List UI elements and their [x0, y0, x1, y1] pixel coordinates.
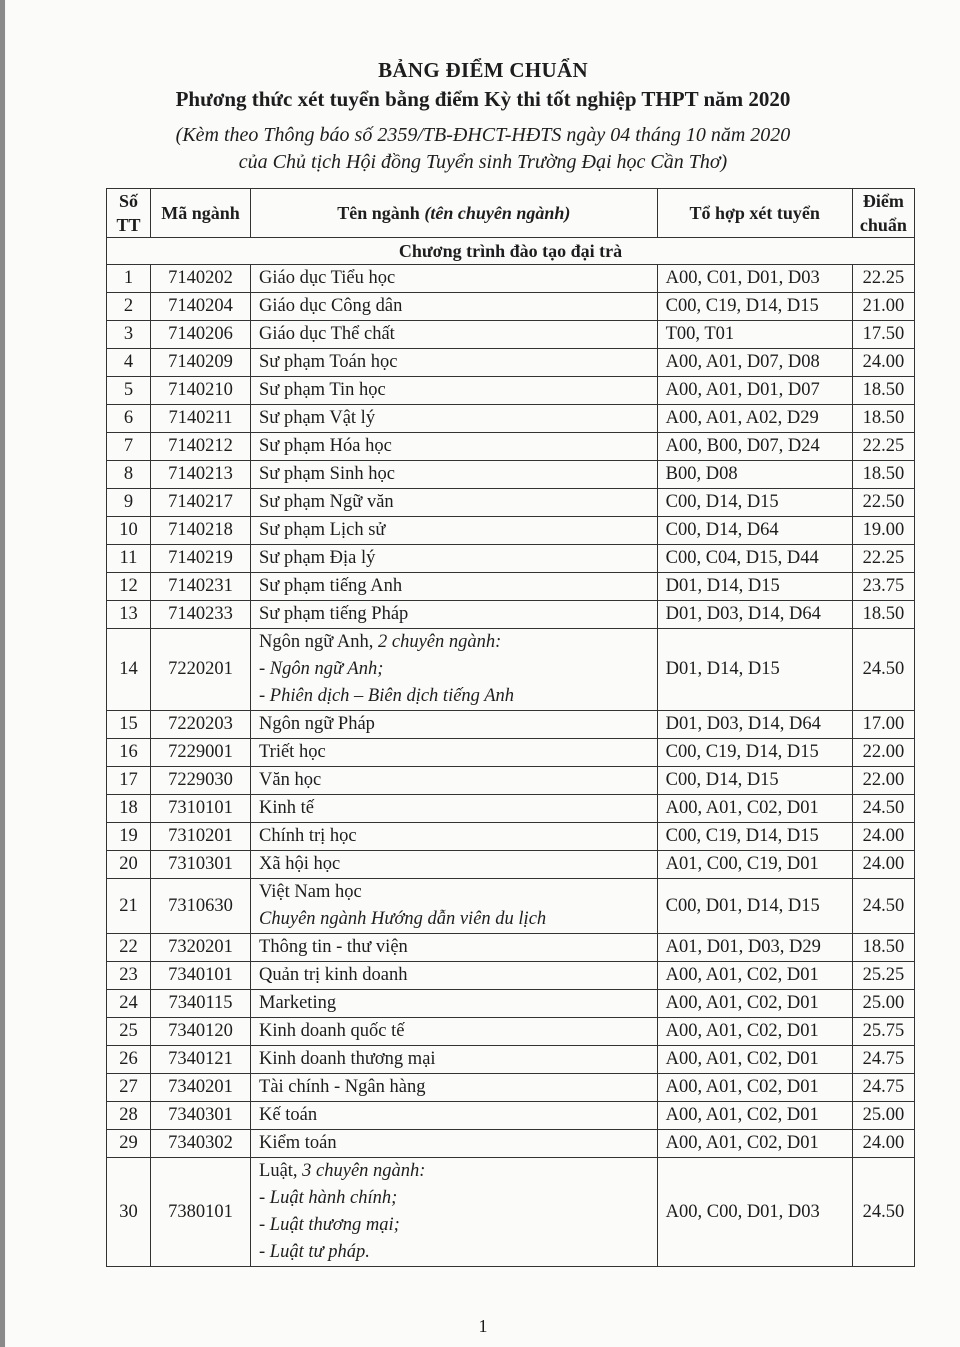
major-name: Sư phạm Hóa học: [259, 436, 392, 456]
row-number: 30: [107, 1158, 151, 1267]
subject-combination: A00, A01, C02, D01: [657, 1046, 852, 1074]
row-number: 15: [107, 711, 151, 739]
header-no-line-1: Số: [118, 191, 138, 211]
major-code: 7140231: [150, 573, 250, 601]
major-name-cell: [251, 349, 658, 377]
table-row: [107, 489, 915, 517]
cutoff-score: 21.00: [852, 293, 914, 321]
major-name-line: [259, 1018, 649, 1045]
cutoff-score: 18.50: [852, 934, 914, 962]
header-score-line-2: chuẩn: [859, 215, 907, 235]
major-name-cell: [251, 573, 658, 601]
table-row: [107, 601, 915, 629]
subject-combination: D01, D14, D15: [657, 573, 852, 601]
cutoff-score: 24.50: [852, 879, 914, 934]
major-name-line: [259, 377, 649, 404]
major-code: 7310630: [150, 879, 250, 934]
major-name-line: [259, 934, 649, 961]
subject-combination: C00, D14, D15: [657, 489, 852, 517]
major-name-line: [259, 433, 649, 460]
row-number: 25: [107, 1018, 151, 1046]
row-number: 9: [107, 489, 151, 517]
major-name: Sư phạm tiếng Pháp: [259, 604, 409, 624]
major-code: 7310201: [150, 823, 250, 851]
table-row: [107, 405, 915, 433]
major-code: 7140204: [150, 293, 250, 321]
major-name-cell: [251, 377, 658, 405]
subject-combination: C00, C04, D15, D44: [657, 545, 852, 573]
table-row: [107, 377, 915, 405]
table-row: [107, 1130, 915, 1158]
row-number: 17: [107, 767, 151, 795]
major-code: 7140210: [150, 377, 250, 405]
table-row: [107, 265, 915, 293]
document-subtitle: Phương thức xét tuyển bằng điểm Kỳ thi tốt nghiệp THPT năm 2020: [175, 87, 791, 111]
page-number: 1: [478, 1316, 488, 1336]
major-name: Sư phạm Toán học: [259, 352, 398, 372]
subject-combination: A00, A01, C02, D01: [657, 990, 852, 1018]
subject-combination: A00, A01, C02, D01: [657, 1102, 852, 1130]
major-name-cell: [251, 1102, 658, 1130]
row-number: 20: [107, 851, 151, 879]
major-name: Giáo dục Thể chất: [259, 324, 395, 344]
table-row: [107, 879, 915, 934]
table-row: [107, 739, 915, 767]
header-combo: Tổ hợp xét tuyển: [657, 189, 852, 238]
major-name-cell: [251, 851, 658, 879]
subject-combination: A01, D01, D03, D29: [657, 934, 852, 962]
major-code: 7140218: [150, 517, 250, 545]
major-name-cell: [251, 767, 658, 795]
major-name-cell: [251, 321, 658, 349]
row-number: 14: [107, 629, 151, 711]
section-title: Chương trình đào tạo đại trà: [107, 238, 915, 265]
subject-combination: A00, A01, C02, D01: [657, 1018, 852, 1046]
major-name-line: [259, 629, 649, 656]
cutoff-score: 18.50: [852, 601, 914, 629]
major-name-cell: [251, 879, 658, 934]
major-name-cell: [251, 990, 658, 1018]
major-name: Sư phạm Sinh học: [259, 464, 395, 484]
major-name-cell: [251, 545, 658, 573]
row-number: 4: [107, 349, 151, 377]
specialization-line: - Ngôn ngữ Anh;: [259, 659, 384, 679]
cutoff-score: 25.25: [852, 962, 914, 990]
major-name-line: [259, 293, 649, 320]
major-code: 7340301: [150, 1102, 250, 1130]
major-name-cell: [251, 489, 658, 517]
row-number: 22: [107, 934, 151, 962]
subject-combination: C00, D01, D14, D15: [657, 879, 852, 934]
major-name: Giáo dục Tiểu học: [259, 268, 396, 288]
major-name: Sư phạm Vật lý: [259, 408, 376, 428]
cutoff-score: 23.75: [852, 573, 914, 601]
cutoff-score: 25.00: [852, 990, 914, 1018]
table-row: [107, 461, 915, 489]
major-name-cell: [251, 1074, 658, 1102]
row-number: 1: [107, 265, 151, 293]
cutoff-score: 24.50: [852, 795, 914, 823]
table-row: [107, 990, 915, 1018]
major-name-line: [259, 1102, 649, 1129]
subject-combination: A00, C00, D01, D03: [657, 1158, 852, 1267]
major-name-line: [259, 573, 649, 600]
major-name-line: [259, 461, 649, 488]
table-row: [107, 517, 915, 545]
cutoff-score: 25.00: [852, 1102, 914, 1130]
subject-combination: A00, B00, D07, D24: [657, 433, 852, 461]
major-name-cell: [251, 711, 658, 739]
major-name: Sư phạm Lịch sử: [259, 520, 386, 540]
major-code: 7340302: [150, 1130, 250, 1158]
row-number: 23: [107, 962, 151, 990]
major-name-cell: [251, 934, 658, 962]
major-name-line: [259, 1130, 649, 1157]
row-number: 18: [107, 795, 151, 823]
major-name: Sư phạm tiếng Anh: [259, 576, 403, 596]
table-row: [107, 293, 915, 321]
page-edge: [0, 0, 5, 1347]
major-code: 7140206: [150, 321, 250, 349]
row-number: 10: [107, 517, 151, 545]
major-name-cell: [251, 1046, 658, 1074]
major-name: Sư phạm Ngữ văn: [259, 492, 394, 512]
major-code: 7320201: [150, 934, 250, 962]
table-row: [107, 629, 915, 711]
major-name-cell: [251, 962, 658, 990]
major-name: Ngôn ngữ Anh,: [259, 632, 374, 652]
cutoff-score: 24.50: [852, 1158, 914, 1267]
major-name: Kinh doanh quốc tế: [259, 1021, 405, 1041]
major-name: Tài chính - Ngân hàng: [259, 1077, 426, 1097]
cutoff-score: 22.50: [852, 489, 914, 517]
major-name: Kinh doanh thương mại: [259, 1049, 436, 1069]
subject-combination: D01, D03, D14, D64: [657, 601, 852, 629]
major-code: 7229030: [150, 767, 250, 795]
major-name-line: [259, 879, 649, 906]
row-number: 16: [107, 739, 151, 767]
table-row: [107, 711, 915, 739]
major-name-cell: [251, 795, 658, 823]
major-code: 7340101: [150, 962, 250, 990]
major-name: Sư phạm Địa lý: [259, 548, 376, 568]
major-name-line: [259, 601, 649, 628]
cutoff-score: 18.50: [852, 461, 914, 489]
row-number: 5: [107, 377, 151, 405]
major-name: Kế toán: [259, 1105, 318, 1125]
document-note-line-1: (Kèm theo Thông báo số 2359/TB-ĐHCT-HĐTS ngày 04 tháng 10 năm 2020: [175, 124, 791, 146]
row-number: 28: [107, 1102, 151, 1130]
major-code: 7140217: [150, 489, 250, 517]
subject-combination: A00, A01, C02, D01: [657, 962, 852, 990]
cutoff-score: 19.00: [852, 517, 914, 545]
cutoff-score: 17.00: [852, 711, 914, 739]
table-row: [107, 795, 915, 823]
cutoff-score-table: [106, 188, 915, 1267]
major-name-line: [259, 489, 649, 516]
row-number: 19: [107, 823, 151, 851]
cutoff-score: 25.75: [852, 1018, 914, 1046]
cutoff-score: 18.50: [852, 405, 914, 433]
major-name: Thông tin - thư viện: [259, 937, 408, 957]
specialization-line: - Luật hành chính;: [259, 1188, 398, 1208]
header-name: [251, 189, 658, 238]
cutoff-score: 22.25: [852, 265, 914, 293]
table-row: [107, 1102, 915, 1130]
major-name-line: [259, 739, 649, 766]
major-name: Kiểm toán: [259, 1133, 337, 1153]
major-name-cell: [251, 405, 658, 433]
subject-combination: A00, A01, D01, D07: [657, 377, 852, 405]
table-row: [107, 1158, 915, 1267]
major-name: Ngôn ngữ Pháp: [259, 714, 375, 734]
row-number: 7: [107, 433, 151, 461]
major-code: 7220201: [150, 629, 250, 711]
subject-combination: C00, D14, D15: [657, 767, 852, 795]
specialization-line: - Luật tư pháp.: [259, 1242, 370, 1262]
header-name-italic: (tên chuyên ngành): [424, 203, 571, 223]
subject-combination: D01, D03, D14, D64: [657, 711, 852, 739]
subject-combination: A00, A01, C02, D01: [657, 795, 852, 823]
table-row: [107, 767, 915, 795]
subject-combination: C00, C19, D14, D15: [657, 739, 852, 767]
major-name-line: [259, 349, 649, 376]
major-code: 7340115: [150, 990, 250, 1018]
row-number: 29: [107, 1130, 151, 1158]
specialization-line: - Phiên dịch – Biên dịch tiếng Anh: [259, 686, 515, 706]
major-name-cell: [251, 1158, 658, 1267]
major-name: Triết học: [259, 742, 326, 762]
row-number: 27: [107, 1074, 151, 1102]
cutoff-score: 24.00: [852, 349, 914, 377]
major-name-line: [259, 321, 649, 348]
major-name-cell: [251, 293, 658, 321]
major-code: 7140212: [150, 433, 250, 461]
major-name-cell: [251, 629, 658, 711]
major-name: Quản trị kinh doanh: [259, 965, 408, 985]
cutoff-score: 22.25: [852, 545, 914, 573]
major-code: 7380101: [150, 1158, 250, 1267]
major-name-line: [259, 517, 649, 544]
header-code: Mã ngành: [150, 189, 250, 238]
table-row: [107, 545, 915, 573]
major-code: 7140219: [150, 545, 250, 573]
major-name-cell: [251, 739, 658, 767]
major-name-line: [259, 823, 649, 850]
cutoff-score: 24.50: [852, 629, 914, 711]
cutoff-score: 24.00: [852, 1130, 914, 1158]
table-row: [107, 433, 915, 461]
major-name-line: [259, 265, 649, 292]
cutoff-score: 22.25: [852, 433, 914, 461]
major-name: Luật,: [259, 1161, 298, 1181]
major-name-cell: [251, 265, 658, 293]
major-name: Marketing: [259, 993, 337, 1013]
subject-combination: A00, A01, A02, D29: [657, 405, 852, 433]
major-name-line: [259, 795, 649, 822]
specialization-line: - Luật thương mại;: [259, 1215, 400, 1235]
row-number: 21: [107, 879, 151, 934]
major-name-cell: [251, 601, 658, 629]
major-code: 7340121: [150, 1046, 250, 1074]
major-name-cell: [251, 461, 658, 489]
cutoff-score: 17.50: [852, 321, 914, 349]
major-name-cell: [251, 433, 658, 461]
major-code: 7140211: [150, 405, 250, 433]
major-name-line: [259, 851, 649, 878]
major-name-line: [259, 405, 649, 432]
subject-combination: A00, A01, C02, D01: [657, 1074, 852, 1102]
table-row: [107, 321, 915, 349]
major-code: 7340201: [150, 1074, 250, 1102]
table-header-row: [107, 189, 915, 238]
major-code: 7140233: [150, 601, 250, 629]
subject-combination: T00, T01: [657, 321, 852, 349]
major-name-italic: 3 chuyên ngành:: [302, 1161, 426, 1181]
major-name-cell: [251, 1018, 658, 1046]
major-code: 7340120: [150, 1018, 250, 1046]
cutoff-score: 18.50: [852, 377, 914, 405]
header-name-main: Tên ngành: [337, 203, 420, 223]
subject-combination: C00, C19, D14, D15: [657, 823, 852, 851]
table-row: [107, 573, 915, 601]
row-number: 3: [107, 321, 151, 349]
row-number: 12: [107, 573, 151, 601]
row-number: 8: [107, 461, 151, 489]
row-number: 24: [107, 990, 151, 1018]
major-name-line: [259, 1074, 649, 1101]
major-code: 7140213: [150, 461, 250, 489]
subject-combination: C00, C19, D14, D15: [657, 293, 852, 321]
subject-combination: A00, C01, D01, D03: [657, 265, 852, 293]
table-row: [107, 851, 915, 879]
major-name-line: [259, 1158, 649, 1185]
row-number: 6: [107, 405, 151, 433]
major-name-cell: [251, 1130, 658, 1158]
table-row: [107, 823, 915, 851]
major-code: 7310101: [150, 795, 250, 823]
major-name: Việt Nam học: [259, 882, 362, 902]
row-number: 13: [107, 601, 151, 629]
header-score: [852, 189, 914, 238]
document-title: BẢNG ĐIỂM CHUẨN: [378, 58, 588, 82]
major-name-line: [259, 990, 649, 1017]
major-name: Kinh tế: [259, 798, 314, 818]
header-no-line-2: TT: [116, 215, 141, 235]
major-name: Xã hội học: [259, 854, 341, 874]
row-number: 2: [107, 293, 151, 321]
cutoff-score: 24.75: [852, 1046, 914, 1074]
subject-combination: A00, A01, D07, D08: [657, 349, 852, 377]
major-name-line: [259, 711, 649, 738]
table-row: [107, 962, 915, 990]
cutoff-score: 22.00: [852, 739, 914, 767]
document-note-line-2: của Chủ tịch Hội đồng Tuyển sinh Trường Đại học Cần Thơ): [238, 151, 728, 173]
subject-combination: B00, D08: [657, 461, 852, 489]
cutoff-score: 24.00: [852, 823, 914, 851]
specialization-line: Chuyên ngành Hướng dẫn viên du lịch: [259, 909, 547, 929]
row-number: 11: [107, 545, 151, 573]
major-name: Văn học: [259, 770, 322, 790]
cutoff-score: 24.00: [852, 851, 914, 879]
major-name-line: [259, 545, 649, 572]
table-row: [107, 1046, 915, 1074]
major-code: 7140202: [150, 265, 250, 293]
major-name: Sư phạm Tin học: [259, 380, 386, 400]
subject-combination: A00, A01, C02, D01: [657, 1130, 852, 1158]
major-name-cell: [251, 823, 658, 851]
section-row: [107, 238, 915, 265]
table-row: [107, 1074, 915, 1102]
row-number: 26: [107, 1046, 151, 1074]
table-row: [107, 349, 915, 377]
major-code: 7140209: [150, 349, 250, 377]
major-code: 7229001: [150, 739, 250, 767]
major-name-line: [259, 1046, 649, 1073]
cutoff-score: 22.00: [852, 767, 914, 795]
major-name-italic: 2 chuyên ngành:: [378, 632, 502, 652]
major-name-line: [259, 767, 649, 794]
subject-combination: A01, C00, C19, D01: [657, 851, 852, 879]
major-name-cell: [251, 517, 658, 545]
header-score-line-1: Điểm: [862, 191, 904, 211]
major-name: Giáo dục Công dân: [259, 296, 403, 316]
major-code: 7220203: [150, 711, 250, 739]
subject-combination: D01, D14, D15: [657, 629, 852, 711]
table-row: [107, 1018, 915, 1046]
major-name: Chính trị học: [259, 826, 357, 846]
subject-combination: C00, D14, D64: [657, 517, 852, 545]
table-row: [107, 934, 915, 962]
major-name-line: [259, 962, 649, 989]
header-no: [107, 189, 151, 238]
cutoff-score: 24.75: [852, 1074, 914, 1102]
major-code: 7310301: [150, 851, 250, 879]
